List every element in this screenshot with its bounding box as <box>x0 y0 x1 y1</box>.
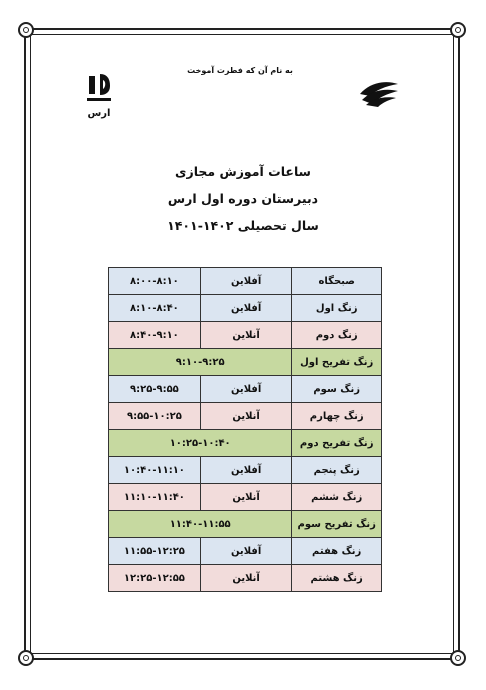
period-time: ۱۱:۱۰-۱۱:۴۰ <box>109 484 201 511</box>
period-mode: آفلاین <box>200 457 292 484</box>
corner-ornament-icon <box>450 22 466 38</box>
table-row-break <box>109 430 382 457</box>
period-mode: آفلاین <box>200 268 292 295</box>
period-time: ۱۰:۴۰-۱۱:۱۰ <box>109 457 201 484</box>
header-motto: به نام آن که فطرت آموخت <box>187 66 293 75</box>
period-name: زنگ تفریح سوم <box>292 511 382 538</box>
period-mode: آفلاین <box>200 295 292 322</box>
period-mode: آنلاین <box>200 565 292 592</box>
title-line-2: دبیرستان دوره اول ارس <box>167 191 319 206</box>
table-row <box>109 295 382 322</box>
document-titles <box>120 158 366 239</box>
brand-emblem-icon <box>356 78 402 108</box>
table-row <box>109 268 382 295</box>
period-mode: آنلاین <box>200 403 292 430</box>
period-mode: آنلاین <box>200 484 292 511</box>
period-mode: آفلاین <box>200 538 292 565</box>
period-time: ۸:۱۰-۸:۴۰ <box>109 295 201 322</box>
period-name: زنگ دوم <box>292 322 382 349</box>
period-name: زنگ پنجم <box>292 457 382 484</box>
period-name: زنگ تفریح اول <box>292 349 382 376</box>
table-row <box>109 538 382 565</box>
table-row <box>109 376 382 403</box>
period-name: صبحگاه <box>292 268 382 295</box>
period-name: زنگ سوم <box>292 376 382 403</box>
corner-ornament-icon <box>450 650 466 666</box>
table-row <box>109 565 382 592</box>
period-time: ۸:۰۰-۸:۱۰ <box>109 268 201 295</box>
period-name: زنگ ششم <box>292 484 382 511</box>
period-name: زنگ تفریح دوم <box>292 430 382 457</box>
period-mode: آنلاین <box>200 322 292 349</box>
table-row <box>109 457 382 484</box>
table-row-break <box>109 511 382 538</box>
school-logo-icon <box>84 72 114 122</box>
period-time: ۱۱:۵۵-۱۲:۲۵ <box>109 538 201 565</box>
period-time: ۹:۵۵-۱۰:۲۵ <box>109 403 201 430</box>
table-row <box>109 484 382 511</box>
period-time: ۸:۴۰-۹:۱۰ <box>109 322 201 349</box>
period-name: زنگ هفتم <box>292 538 382 565</box>
period-time: ۹:۲۵-۹:۵۵ <box>109 376 201 403</box>
period-time: ۱۰:۲۵-۱۰:۴۰ <box>109 430 292 457</box>
title-line-1: ساعات آموزش مجازی <box>175 164 311 179</box>
table-row-break <box>109 349 382 376</box>
corner-ornament-icon <box>18 650 34 666</box>
period-mode: آفلاین <box>200 376 292 403</box>
period-time: ۹:۱۰-۹:۲۵ <box>109 349 292 376</box>
period-time: ۱۲:۲۵-۱۲:۵۵ <box>109 565 201 592</box>
period-name: زنگ هشتم <box>292 565 382 592</box>
schedule-table <box>108 267 382 592</box>
period-name: زنگ چهارم <box>292 403 382 430</box>
corner-ornament-icon <box>18 22 34 38</box>
logo-text: ارس <box>87 108 111 119</box>
table-row <box>109 403 382 430</box>
table-row <box>109 322 382 349</box>
period-time: ۱۱:۴۰-۱۱:۵۵ <box>109 511 292 538</box>
period-name: زنگ اول <box>292 295 382 322</box>
title-line-3: سال تحصیلی ۱۴۰۲-۱۴۰۱ <box>167 218 319 233</box>
